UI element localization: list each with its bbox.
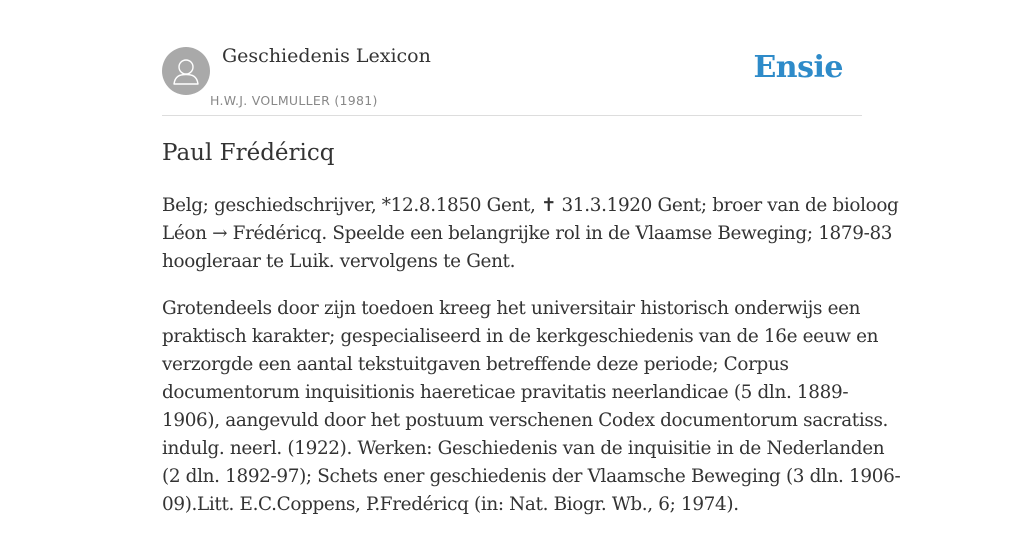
source-title-link[interactable]: Geschiedenis Lexicon xyxy=(222,45,431,67)
paragraph-line: hoogleraar te Luik. vervolgens te Gent. xyxy=(162,251,516,272)
paragraph-line: verzorgde een aantal tekstuitgaven betreffende deze periode; Corpus xyxy=(162,354,789,375)
entry-body xyxy=(162,192,901,538)
page-title: Paul Frédéricq xyxy=(162,140,335,166)
paragraph-line: indulg. neerl. (1922). Werken: Geschiedenis van de inquisitie in de Nederlanden xyxy=(162,438,885,459)
paragraph-2 xyxy=(162,295,901,519)
paragraph-line: Léon → Frédéricq. Speelde een belangrijke rol in de Vlaamse Beweging; 1879-83 xyxy=(162,223,893,244)
paragraph-line: Belg; geschiedschrijver, *12.8.1850 Gent, ✝ 31.3.1920 Gent; broer van de bioloog xyxy=(162,195,899,216)
paragraph-1 xyxy=(162,192,899,276)
source-author: H.W.J. VOLMULLER (1981) xyxy=(210,93,378,108)
paragraph-line: praktisch karakter; gespecialiseerd in de kerkgeschiedenis van de 16e eeuw en xyxy=(162,326,879,347)
user-avatar-icon[interactable] xyxy=(162,47,210,95)
paragraph-line: documentorum inquisitionis haereticae pravitatis neerlandicae (5 dln. 1889- xyxy=(162,382,849,403)
header xyxy=(162,0,862,116)
page xyxy=(162,0,901,515)
brand-logo[interactable]: Ensie xyxy=(753,50,843,85)
paragraph-line: 1906), aangevuld door het postuum verschenen Codex documentorum sacratiss. xyxy=(162,410,889,431)
paragraph-line: 09).Litt. E.C.Coppens, P.Fredéricq (in: Nat. Biogr. Wb., 6; 1974). xyxy=(162,494,739,515)
paragraph-line: Grotendeels door zijn toedoen kreeg het universitair historisch onderwijs een xyxy=(162,298,861,319)
paragraph-line: (2 dln. 1892-97); Schets ener geschiedenis der Vlaamsche Beweging (3 dln. 1906- xyxy=(162,466,901,487)
